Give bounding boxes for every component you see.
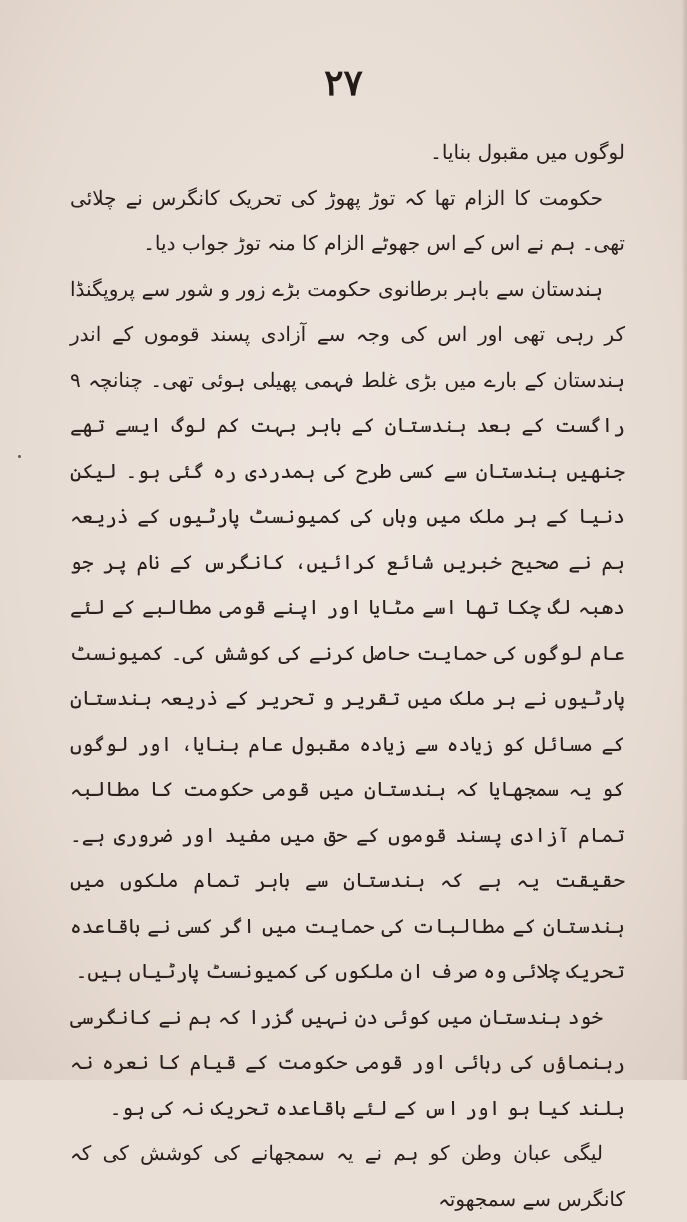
ink-speck <box>18 455 21 458</box>
body-text <box>70 130 625 1222</box>
paragraph-2: حکومت کا الزام تھا کہ توڑ پھوڑ کی تحریک کانگرس نے چلائی تھی۔ ہم نے اس کے اس جھوٹے الزام کا منہ توڑ جواب دیا۔ <box>70 185 625 255</box>
paragraph-4: خود ہندستان میں کوئی دن نہیں گزرا کہ ہم نے کانگرسی رہنماؤں کی رہائی اور قومی حکومت کے قیام کا نعرہ نہ بلند کیا ہو اور اس کے لئے باقاعدہ تحریک نہ کی ہو۔ <box>70 1004 625 1120</box>
page-number: ۲۷ <box>324 62 363 104</box>
paragraph-5: لیگی عبان وطن کو ہم نے یہ سمجھانے کی کوشش کی کہ کانگرس سے سمجھوتہ <box>70 1141 625 1211</box>
paragraph-1: لوگوں میں مقبول بنایا۔ <box>430 140 625 164</box>
page-fold-shadow <box>681 0 687 1080</box>
paragraph-3: ہندستان سے باہر برطانوی حکومت بڑے زور و شور سے پروپگنڈا کر رہی تھی اور اس کی وجہ سے آزادی پسند قوموں کے اندر ہندستان کے بارے میں بڑی غلط فہمی پھیلی ہوئی تھی۔ چنانچہ ۹ راگست کے بعد ہندستان کے باہر بہت کم لوگ ایسے تھے جنھیں ہندستان سے کسی طرح کی ہمدردی رہ گئی ہو۔ لیکن دنیا کے ہر ملک میں وہاں کی کمیونسٹ پارٹیوں کے ذریعہ ہم نے صحیح خبریں شائع کرائیں، کانگرس کے نام پر جو دھبہ لگ چکا تھا اسے مٹایا اور اپنے قومی مطالبے کے لئے عام لوگوں کی حمایت حاصل کرنے کی کوشش کی۔ کمیونسٹ پارٹیوں نے ہر ملک میں تقریر و تحریر کے ذریعہ ہندستان کے مسائل کو زیادہ سے زیادہ مقبول عام بنایا، اور لوگوں کو یہ سمجھایا کہ ہندستان میں قومی حکومت کا مطالبہ تمام آزادی پسند قوموں کے حق میں مفید اور ضروری ہے۔ حقیقت یہ ہے کہ ہندستان سے باہر تمام ملکوں میں ہندستان کے مطالبات کی حمایت میں اگر کسی نے باقاعدہ تحریک چلائی وہ صرف ان ملکوں کی کمیونسٹ پارٹیاں ہیں۔ <box>70 276 625 983</box>
